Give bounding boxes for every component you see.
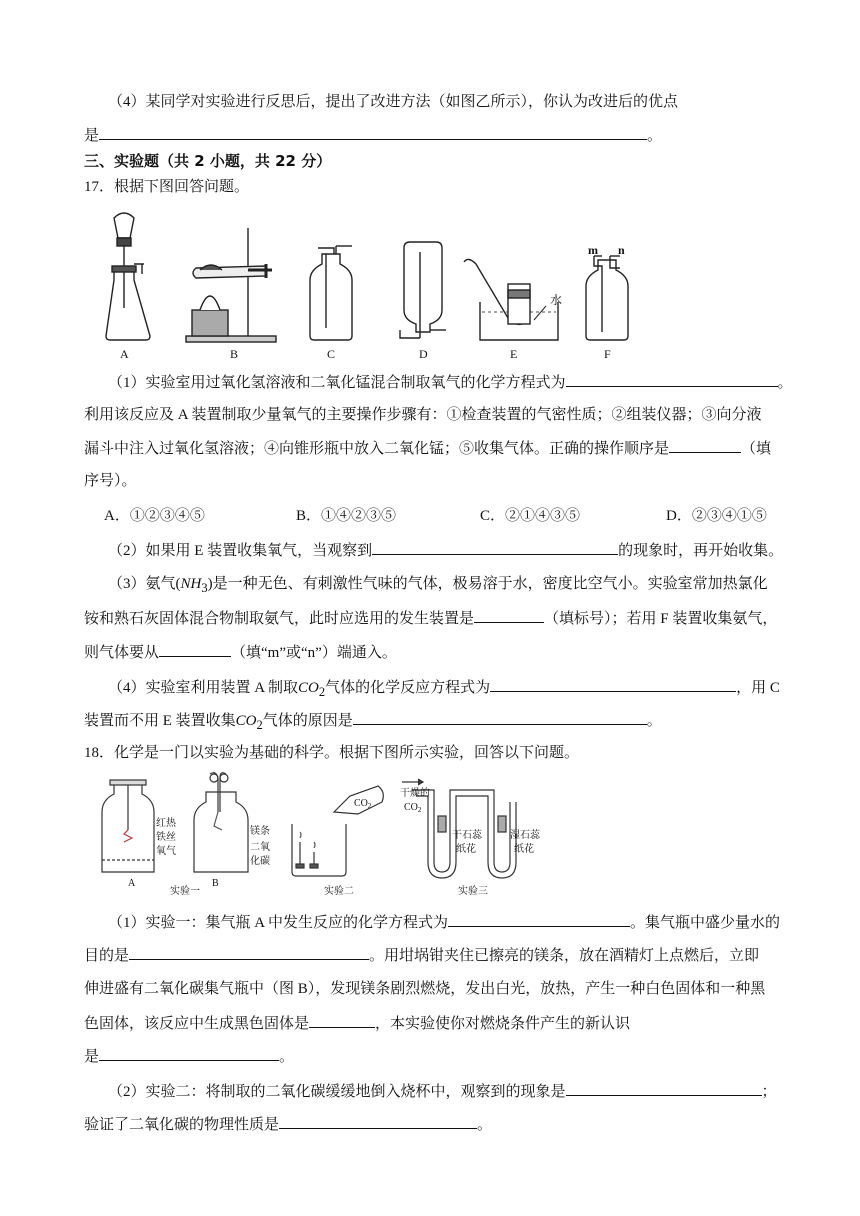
- q18-p1-text3: 目的是: [84, 948, 130, 964]
- experiments-figure: [96, 772, 566, 900]
- label-wet-litmus-1: 湿石蕊: [510, 830, 540, 841]
- answer-blank[interactable]: [669, 437, 741, 453]
- q17-p4-text6: 。: [646, 713, 662, 729]
- q16-suffix: 。: [647, 128, 663, 144]
- label-c: C: [327, 347, 336, 361]
- answer-blank[interactable]: [279, 1113, 477, 1129]
- label-exp2: 实验二: [324, 886, 354, 897]
- q18-p2-text3: 验证了二氧化碳的物理性质是: [84, 1117, 280, 1133]
- answer-blank[interactable]: [353, 709, 647, 725]
- apparatus-a: [106, 213, 150, 340]
- q16-prefix: 是: [84, 128, 100, 144]
- co2-formula: CO: [298, 680, 319, 696]
- q17-p1-text3: 漏斗中注入过氧化氢溶液；④向锥形瓶中放入二氧化锰；⑤收集气体。正确的操作顺序是: [84, 441, 670, 457]
- q17-p4-text5: 气体的原因是: [262, 713, 353, 729]
- label-wet-litmus-2: 纸花: [514, 844, 534, 855]
- q17-p2: [108, 539, 783, 562]
- q17-p3-line1: [108, 573, 768, 599]
- label-n: n: [618, 243, 625, 257]
- q18-p2-line2: [84, 1113, 492, 1136]
- label-co2-2: 化碳: [250, 856, 270, 867]
- answer-blank[interactable]: [99, 124, 647, 140]
- q18-p1-text: （1）实验一：集气瓶 A 中发生反应的化学方程式为: [108, 915, 449, 931]
- answer-blank[interactable]: [566, 371, 778, 387]
- q18-stem: 18．化学是一门以实验为基础的科学。根据下图所示实验，回答以下问题。: [84, 745, 580, 761]
- answer-blank[interactable]: [448, 911, 630, 927]
- q16-part4-line1: （4）某同学对实验进行反思后，提出了改进方法（如图乙所示），你认为改进后的优点: [108, 94, 679, 110]
- option-d[interactable]: D．②③④①⑤: [666, 508, 767, 524]
- nh3-sub: 3: [201, 581, 208, 595]
- answer-blank[interactable]: [309, 1012, 375, 1028]
- q17-p4-text3: ，用 C: [736, 680, 780, 696]
- nh3-formula: NH: [180, 576, 202, 592]
- q17-p2-tail: 的现象时，再开始收集。: [618, 543, 784, 559]
- q18-p2-text4: 。: [477, 1117, 493, 1133]
- label-exp1: 实验一: [170, 886, 200, 897]
- label-jar-b: B: [212, 878, 219, 889]
- q17-p4-text4: 装置而不用 E 装置收集: [84, 713, 236, 729]
- answer-blank[interactable]: [99, 1045, 279, 1061]
- jar-b: [194, 773, 248, 872]
- jar-a: [102, 780, 154, 872]
- label-dry-litmus-2: 纸花: [456, 844, 476, 855]
- label-iron-wire: 铁丝: [156, 832, 176, 843]
- label-a: A: [120, 347, 129, 361]
- q18-p1-text8: 。: [279, 1049, 295, 1065]
- label-dry-litmus-1: 干石蕊: [452, 830, 482, 841]
- q17-p4-text: （4）实验室利用装置 A 制取: [108, 680, 299, 696]
- label-co2-bottle: $CO_2$: [354, 798, 372, 810]
- apparatus-f: [586, 256, 628, 340]
- q16-part4-line2: [84, 124, 662, 147]
- q17-p3-text3: 铵和熟石灰固体混合物制取氨气，此时应选用的发生装置是: [84, 611, 475, 627]
- answer-blank[interactable]: [372, 539, 618, 555]
- q17-p3-text6: （填“m”或“n”）端通入。: [231, 645, 397, 661]
- label-m: m: [588, 243, 598, 257]
- q18-p1-text6: ，本实验使你对燃烧条件产生的新认识: [375, 1016, 631, 1032]
- q18-p2-text: （2）实验二：将制取的二氧化碳缓缓地倒入烧杯中，观察到的现象是: [108, 1084, 566, 1100]
- co2-sub: 2: [318, 685, 326, 699]
- label-b: B: [230, 347, 239, 361]
- option-c[interactable]: C．②①④③⑤: [480, 508, 581, 524]
- answer-blank[interactable]: [566, 1080, 762, 1096]
- q17-p4-line2: [84, 709, 662, 736]
- answer-blank[interactable]: [129, 944, 369, 960]
- label-mg-strip: 镁条: [250, 826, 270, 837]
- q18-p1-text7: 是: [84, 1049, 100, 1065]
- q17-p3-text: （3）氨气(: [108, 576, 181, 592]
- q18-p1-line4: [84, 1012, 630, 1035]
- q18-p1-text2: 。集气瓶中盛少量水的: [630, 915, 781, 931]
- label-oxygen: 氧气: [156, 846, 176, 857]
- q17-p3-text2: )是一种无色、有刺激性气味的气体，极易溶于水，密度比空气小。实验室常加热氯化: [207, 576, 768, 592]
- q18-p1-line2: [84, 944, 759, 967]
- q17-p1-text: （1）实验室用过氧化氢溶液和二氧化锰混合制取氧气的化学方程式为: [108, 375, 566, 391]
- apparatus-e: [464, 259, 558, 340]
- label-co2-1: 二氧: [250, 842, 270, 853]
- q17-p3-text5: 则气体要从: [84, 645, 160, 661]
- apparatus-d: [400, 242, 446, 338]
- section-title: 三、实验题（共 2 小题，共 22 分）: [84, 152, 332, 170]
- q17-p3-line3: [84, 641, 397, 664]
- label-dry-co2: $CO_2$: [404, 802, 422, 814]
- beaker: [292, 786, 383, 876]
- q17-p4-text2: 气体的化学反应方程式为: [325, 680, 491, 696]
- label-e: E: [510, 347, 518, 361]
- q17-p4-line1: [108, 676, 780, 703]
- q18-p1-text4: 。用坩埚钳夹住已擦亮的镁条，放在酒精灯上点燃后，立即: [369, 948, 760, 964]
- label-dry: 干燥的: [400, 788, 430, 799]
- q18-p2-text2: ；: [761, 1084, 777, 1100]
- q18-p1-line5: [84, 1045, 294, 1068]
- q18-p1-text5: 色固体，该反应中生成黑色固体是: [84, 1016, 310, 1032]
- answer-blank[interactable]: [474, 607, 544, 623]
- q18-p1-line1: [108, 911, 780, 934]
- co2-sub: 2: [256, 718, 263, 732]
- q17-p1-line3: [84, 437, 771, 460]
- apparatus-c: [310, 246, 352, 340]
- q18-p2-line1: [108, 1080, 777, 1103]
- q17-p1-line2: 利用该反应及 A 装置制取少量氧气的主要操作步骤有：①检查装置的气密性质；②组装仪器；③向分液: [84, 407, 762, 423]
- label-red-hot: 红热: [156, 818, 176, 829]
- co2-formula: CO: [235, 713, 257, 729]
- q17-p3-text4: （填标号）；若用 F 装置收集氨气，: [544, 611, 778, 627]
- answer-blank[interactable]: [490, 676, 736, 692]
- label-f: F: [604, 347, 611, 361]
- q17-p3-line2: [84, 607, 777, 630]
- label-d: D: [419, 347, 428, 361]
- apparatus-b: [186, 228, 276, 342]
- option-b[interactable]: B．①④②③⑤: [296, 508, 397, 524]
- q17-p1-line4: 序号）。: [84, 473, 137, 489]
- label-jar-a: A: [128, 878, 136, 889]
- label-water: 水: [550, 293, 563, 307]
- q17-p1-line1: [108, 371, 793, 394]
- apparatus-figure: [96, 208, 656, 366]
- answer-blank[interactable]: [159, 641, 231, 657]
- q18-p1-line3: 伸进盛有二氧化碳集气瓶中（图 B），发现镁条剧烈燃烧，发出白光，放热，产生一种白色固体和一种黑: [84, 981, 766, 997]
- q17-p1-period: 。: [777, 375, 793, 391]
- q17-p1-fill: （填: [741, 441, 772, 457]
- option-a[interactable]: A．①②③④⑤: [104, 508, 205, 524]
- label-exp3: 实验三: [458, 886, 488, 897]
- q17-stem: 17．根据下图回答问题。: [84, 179, 250, 195]
- q17-p2-text: （2）如果用 E 装置收集氧气，当观察到: [108, 543, 373, 559]
